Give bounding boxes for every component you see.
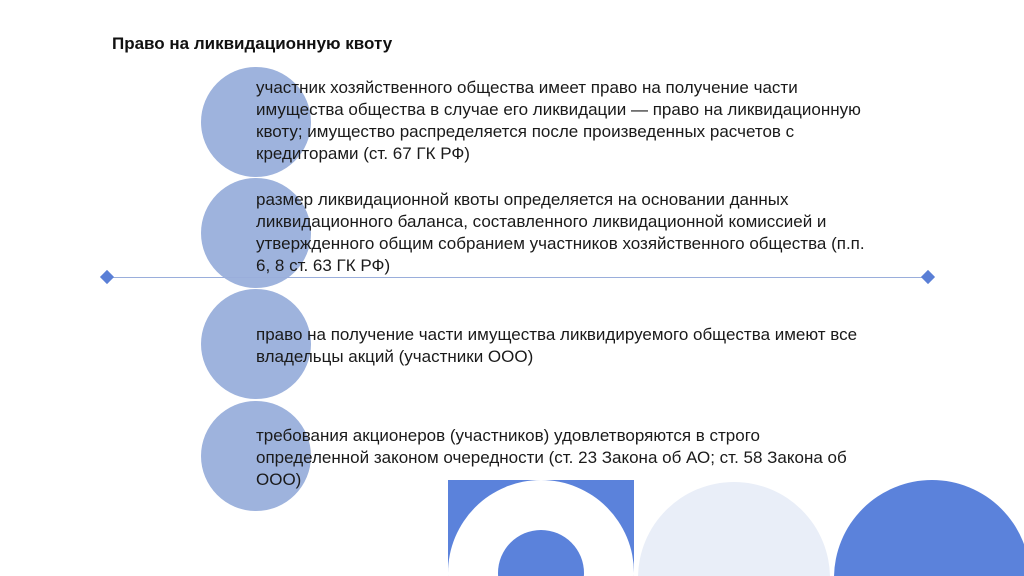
deco-light-circle (638, 482, 830, 576)
item-text-4: требования акционеров (участников) удовлетворяются в строго определенной законом очередности (ст. 23 Закона об АО; ст. 58 Закона об ООО) (256, 426, 847, 489)
slide-title: Право на ликвидационную квоту (112, 34, 393, 53)
item-text-3: право на получение части имущества ликвидируемого общества имеют все владельцы акций (участники ООО) (256, 325, 858, 366)
item-text-1: участник хозяйственного общества имеет право на получение части имущества общества в случае его ликвидации — право на ликвидационную квоту; имущество распределяется после произведенных расчетов с кредиторами (ст. 67 ГК РФ) (256, 78, 861, 163)
divider-line (106, 277, 929, 278)
item-text-2: размер ликвидационной квоты определяется на основании данных ликвидационного баланса, составленного ликвидационной комиссией и утвержденного общим собранием участников хозяйственного общества (п.п. 6, 8 ст. 63 ГК РФ) (256, 190, 865, 275)
deco-right-circle (834, 480, 1024, 576)
